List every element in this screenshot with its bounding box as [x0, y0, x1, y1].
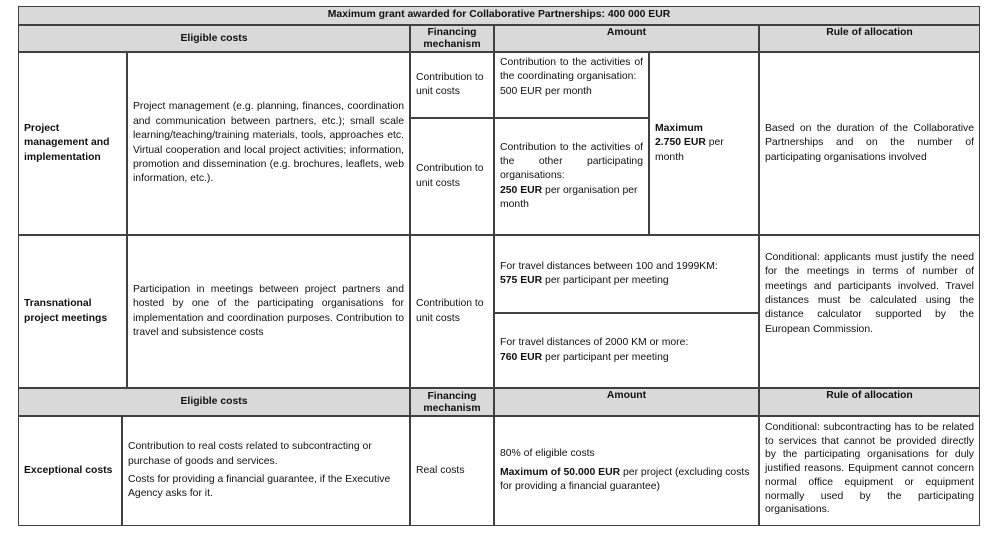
amount-exceptional-costs: 80% of eligible costs Maximum of 50.000 EUR per project (excluding costs for providing a financial guarantee): [494, 416, 759, 526]
header-financing-mechanism: [410, 25, 494, 52]
amount-pm-coordinating: Contribution to the activities of the coordinating organisation: 500 EUR per month: [494, 52, 649, 118]
category-exceptional-costs: Exceptional costs: [18, 416, 122, 526]
header-amount-label: Amount: [606, 27, 647, 38]
financing-pm-coordinating: Contribution to unit costs: [410, 52, 494, 118]
financing-transnational-meetings: Contribution to unit costs: [410, 235, 494, 388]
header-financing-label: Financing mechanism: [423, 27, 481, 50]
financing-pm-participating: Contribution to unit costs: [410, 118, 494, 235]
description-project-management: Project management (e.g. planning, finances, coordination and communication between partners, etc.); small scale learning/teaching/training materials, tools, approaches etc. Virtual cooperation and local project activities; information, promotion and dissemination (e.g. brochures, leaflets, web information, etc.).: [127, 52, 410, 235]
header-amount: [494, 25, 759, 52]
header-eligible-costs: [18, 25, 410, 52]
table-title: [18, 6, 980, 25]
header-eligible-costs-label: Eligible costs: [180, 33, 248, 44]
header-rule-label: Rule of allocation: [826, 27, 913, 38]
amount-pm-maximum: Maximum 2.750 EUR per month: [649, 52, 759, 235]
rule-transnational-meetings: Conditional: applicants must justify the need for the meetings in terms of number of meetings and participants involved. Travel distances must be calculated using the distance calculator supported by the European Commission.: [759, 235, 980, 388]
header-financing-mechanism-2: Financing mechanism: [410, 388, 494, 416]
amount-tm-short-distance: For travel distances between 100 and 1999KM: 575 EUR per participant per meeting: [494, 235, 759, 313]
rule-project-management: Based on the duration of the Collaborative Partnerships and on the number of participating organisations involved: [759, 52, 980, 235]
rule-exceptional-costs: Conditional: subcontracting has to be related to services that cannot be provided directly by the participating organisations for duly justified reasons. Equipment cannot concern normal office equipment or equipment normally used by the participating organisations.: [759, 416, 980, 526]
amount-pm-participating: Contribution to the activities of the other participating organisations: 250 EUR per organisation per month: [494, 118, 649, 235]
amount-tm-long-distance: For travel distances of 2000 KM or more: 760 EUR per participant per meeting: [494, 313, 759, 388]
header-eligible-costs-2: [18, 388, 410, 416]
financing-exceptional-costs: Real costs: [410, 416, 494, 526]
category-transnational-meetings: Transnational project meetings: [18, 235, 127, 388]
header-rule-of-allocation-2: Rule of allocation: [759, 388, 980, 416]
table-title-text: Maximum grant awarded for Collaborative Partnerships: 400 000 EUR: [327, 9, 671, 21]
header-amount-2: Amount: [494, 388, 759, 416]
header-eligible-costs-label-2: Eligible costs: [180, 396, 248, 407]
category-project-management: Project management and implementation: [18, 52, 127, 235]
description-exceptional-costs: Contribution to real costs related to subcontracting or purchase of goods and services. Costs for providing a financial guarantee, if the Executive Agency asks for it.: [122, 416, 410, 526]
description-transnational-meetings: Participation in meetings between project partners and hosted by one of the participating organisations for implementation and coordination purposes. Contribution to travel and subsistence costs: [127, 235, 410, 388]
header-rule-of-allocation: [759, 25, 980, 52]
